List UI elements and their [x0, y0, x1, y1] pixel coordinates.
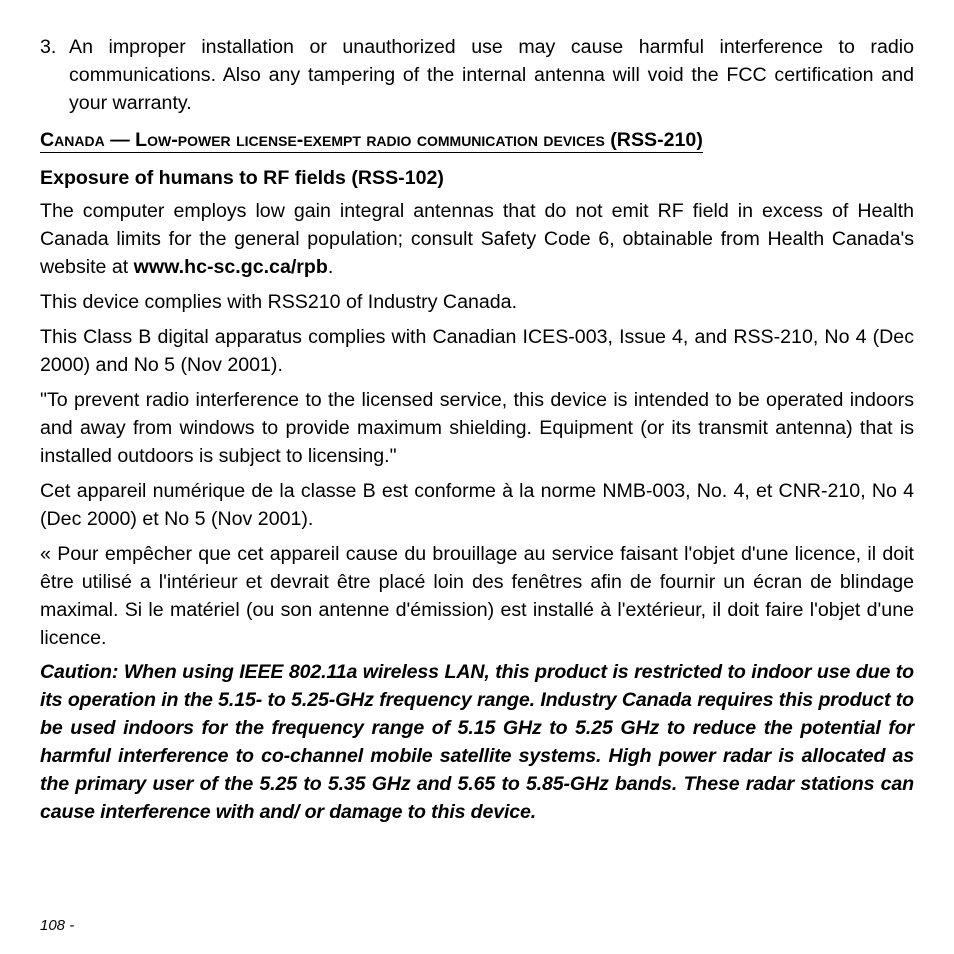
- paragraph-class-b: This Class B digital apparatus complies with Canadian ICES-003, Issue 4, and RSS-210, No 4 (Dec 2000) and No 5 (Nov 2001).: [40, 326, 914, 376]
- page-number: 108 -: [40, 917, 75, 934]
- list-item-text: An improper installation or unauthorized use may cause harmful interference to radio communications. Also any tampering of the internal antenna will void the FCC certification and your warranty.: [69, 36, 914, 114]
- sub-heading-rf-exposure: Exposure of humans to RF fields (RSS-102): [40, 167, 444, 189]
- paragraph-radio-interference-quote: "To prevent radio interference to the licensed service, this device is intended to be operated indoors and away from windows to provide maximum shielding. Equipment (or its transmit antenna) that is installed outdoors is subject to licensing.": [40, 389, 914, 467]
- paragraph-antennas-end: .: [327, 256, 334, 278]
- paragraph-rss210: This device complies with RSS210 of Industry Canada.: [40, 291, 518, 313]
- paragraph-antennas: [40, 197, 914, 281]
- paragraph-classe-b-french: Cet appareil numérique de la classe B est conforme à la norme NMB-003, No. 4, et CNR-210, No 4 (Dec 2000) et No 5 (Nov 2001).: [40, 480, 914, 530]
- list-item-number: 3.: [40, 36, 57, 58]
- section-heading-canada: Canada — Low-power license-exempt radio communication devices (RSS-210): [40, 129, 703, 151]
- document-page: [40, 33, 914, 826]
- health-canada-link[interactable]: www.hc-sc.gc.ca/rpb: [133, 256, 328, 278]
- list-item-3: [40, 33, 914, 117]
- paragraph-brouillage-french: « Pour empêcher que cet appareil cause du brouillage au service faisant l'objet d'une licence, il doit être utilisé a l'intérieur et devrait être placé loin des fenêtres afin de fournir un écran de blindage maximal. Si le matériel (ou son antenne d'émission) est installé à l'extérieur, il doit faire l'objet d'une licence.: [40, 543, 914, 649]
- caution-paragraph: Caution: When using IEEE 802.11a wireless LAN, this product is restricted to indoor use due to its operation in the 5.15- to 5.25-GHz frequency range. Industry Canada requires this product to be used indoors for the frequency range of 5.15 GHz to 5.25 GHz to reduce the potential for harmful interference to co-channel mobile satellite systems. High power radar is allocated as the primary user of the 5.25 to 5.35 GHz and 5.65 to 5.85-GHz bands. These radar stations can cause interference with and/ or damage to this device.: [40, 661, 914, 823]
- paragraph-antennas-text: The computer employs low gain integral antennas that do not emit RF field in excess of Health Canada limits for the general population; consult Safety Code 6, obtainable from Health Canada's website at: [40, 200, 914, 278]
